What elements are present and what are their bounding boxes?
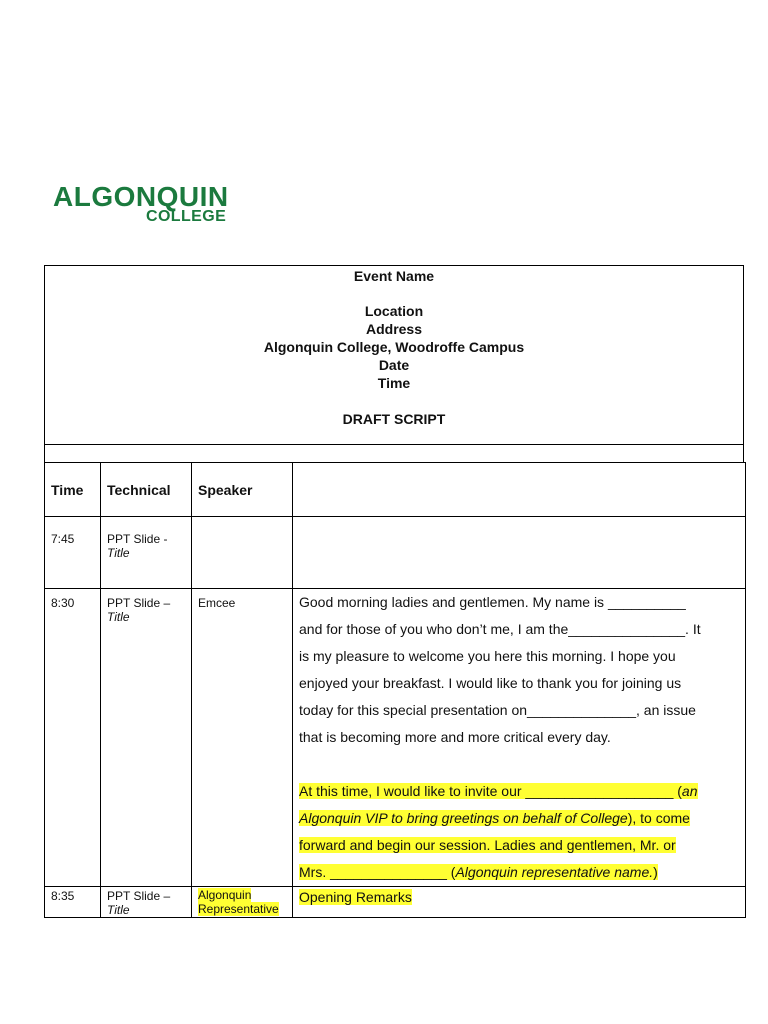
highlight-text: ), to come [627,810,690,826]
column-header-script [293,463,746,517]
script-line: enjoyed your breakfast. I would like to thank you for joining us [299,675,682,691]
row-time: 8:35 [51,889,75,903]
script-line-highlighted [299,778,737,805]
highlight-text: At this time, I would like to invite our ___________________ ( [299,783,682,799]
script-line: Good morning ladies and gentlemen. My name is __________ [299,594,686,610]
highlight-text-italic: Algonquin VIP to bring greetings on behalf of College [299,810,628,826]
row-speaker: Emcee [198,596,236,610]
row-time: 7:45 [51,532,75,546]
event-header-box [44,265,744,445]
event-campus: Algonquin College, Woodroffe Campus [263,339,525,355]
row-time: 8:30 [51,596,75,610]
event-name: Event Name [353,268,435,284]
table-header-row [45,463,746,517]
row-time-cell [45,517,101,589]
script-line: today for this special presentation on______________, an issue [299,702,696,718]
table-row [45,589,746,887]
row-speaker-cell [192,887,293,918]
script-line-highlighted [299,832,737,859]
column-header-speaker: Speaker [192,463,293,517]
row-script-cell [293,589,746,887]
row-technical-cell [101,887,192,918]
row-technical-sub: Title [107,546,130,560]
row-speaker-cell [192,589,293,887]
highlight-text: ) [653,864,658,880]
row-technical-sub: Title [107,903,130,917]
column-header-time: Time [45,463,101,517]
row-technical: PPT Slide – [107,596,171,610]
script-table [44,462,746,918]
row-script-cell [293,887,746,918]
opening-remarks: Opening Remarks [299,889,412,905]
event-time: Time [377,375,411,391]
row-technical-cell [101,589,192,887]
script-line: and for those of you who don’t me, I am the_______________. It [299,621,701,637]
row-technical-cell [101,517,192,589]
column-header-technical: Technical [101,463,192,517]
algonquin-college-logo [53,183,233,228]
row-script-cell [293,517,746,589]
spacer-row [44,444,744,463]
row-time-cell [45,589,101,887]
row-technical: PPT Slide – [107,889,171,903]
table-row [45,517,746,589]
script-line-highlighted [299,859,737,886]
table-row [45,887,746,918]
logo-wordmark: ALGONQUIN [53,181,229,212]
emcee-script [293,589,745,886]
row-technical: PPT Slide - [107,532,168,546]
highlight-text: forward and begin our session. Ladies and gentlemen, Mr. or [299,837,676,853]
event-location: Location [364,303,424,319]
script-line: is my pleasure to welcome you here this morning. I hope you [299,648,676,664]
row-speaker: Algonquin [198,888,252,902]
row-speaker: Representative [198,902,279,916]
document-type: DRAFT SCRIPT [342,411,446,427]
row-speaker-cell [192,517,293,589]
logo-subtitle: COLLEGE [146,208,227,225]
highlight-text-italic: an [681,783,698,799]
row-time-cell [45,887,101,918]
script-line: that is becoming more and more critical every day. [299,729,611,745]
event-address: Address [365,321,423,337]
highlight-text: Mrs. _______________ ( [299,864,456,880]
row-technical-sub: Title [107,610,130,624]
event-date: Date [378,357,410,373]
script-line-highlighted [299,805,737,832]
highlight-text-italic: Algonquin representative name. [455,864,654,880]
